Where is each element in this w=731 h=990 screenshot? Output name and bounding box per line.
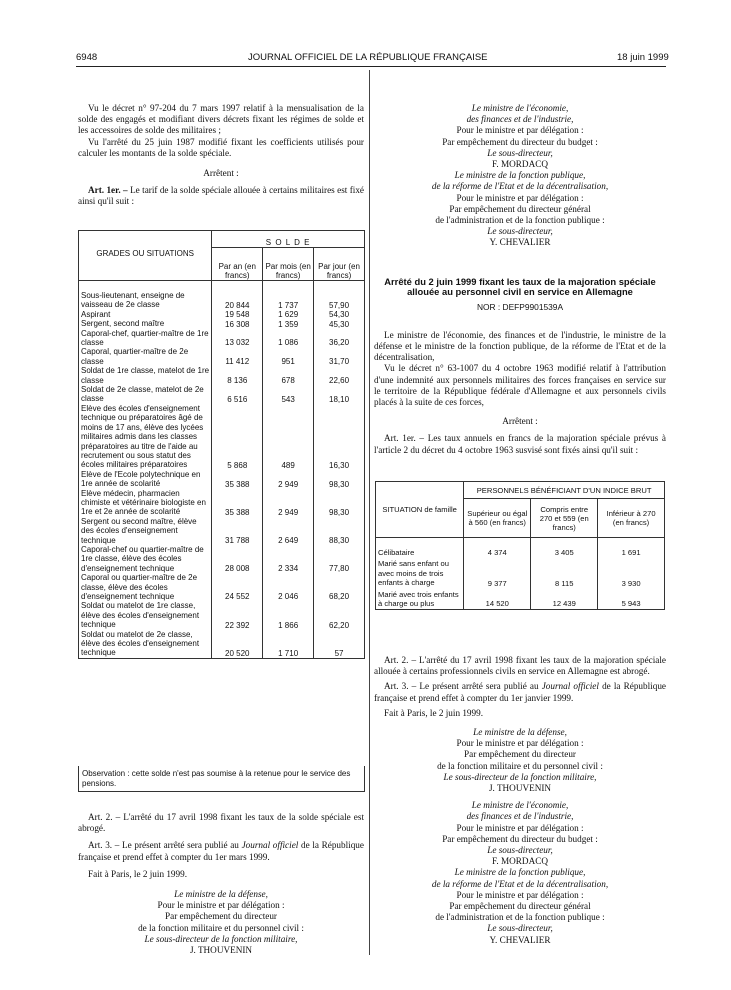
cell-c: 1 691: [598, 538, 665, 559]
table-row: [79, 517, 365, 545]
row-label: Soldat ou matelot de 1re classe, élève des écoles d'enseignement technique: [79, 601, 212, 629]
sig-line: Par empêchement du directeur: [464, 749, 576, 760]
row-label: Elève de l'Ecole polytechnique en 1re année de scolarité: [79, 470, 212, 489]
col-grades-header: GRADES OU SITUATIONS: [79, 231, 212, 281]
cell-mois: 2 949: [263, 470, 314, 489]
row-label: Soldat de 2e classe, matelot de 2e classe: [79, 385, 212, 404]
cell-mois: 2 649: [263, 517, 314, 545]
arretent-left: Arrêtent :: [203, 168, 239, 179]
cell-mois: 1 866: [263, 601, 314, 629]
sig-line: Le sous-directeur de la fonction militaire,: [144, 933, 298, 944]
right-column-bottom: [374, 655, 666, 946]
cell-mois: 1 629: [263, 310, 314, 319]
cell-jour: 31,70: [314, 347, 365, 366]
cell-an: 35 388: [212, 489, 263, 517]
sig-line: Le sous-directeur de la fonction militaire,: [443, 771, 597, 782]
sig-line: de la fonction militaire et du personnel civil :: [138, 922, 304, 933]
sig-name: Y. CHEVALIER: [489, 237, 551, 248]
table-row: [79, 545, 365, 573]
sig-line: des finances et de l'industrie,: [466, 114, 574, 125]
cell-mois: 2 334: [263, 545, 314, 573]
art3-left-a: Art. 3. – Le présent arrêté sera publié au: [88, 840, 242, 851]
row-label: Célibataire: [376, 538, 464, 559]
cell-jour: 62,20: [314, 601, 365, 629]
cell-an: 6 516: [212, 385, 263, 404]
row-label: Sergent ou second maître, élève des écoles d'enseignement technique: [79, 517, 212, 545]
cell-jour: 54,30: [314, 310, 365, 319]
sig-line: Le ministre de la défense,: [473, 727, 567, 738]
art3-left-jo: Journal officiel: [241, 840, 299, 851]
row-label: Aspirant: [79, 310, 212, 319]
table-row: [79, 470, 365, 489]
cell-an: 8 136: [212, 366, 263, 385]
row-label: Marié avec trois enfants à charge ou plus: [376, 589, 464, 610]
table-row: [79, 366, 365, 385]
sig-line: de la réforme de l'Etat et de la décentralisation,: [431, 181, 609, 192]
row-label: Marié sans enfant ou avec moins de trois enfants à charge: [376, 558, 464, 588]
table-row: [79, 630, 365, 659]
cell-jour: 45,30: [314, 319, 365, 328]
row-label: Sergent, second maître: [79, 319, 212, 328]
right-column: [374, 103, 666, 456]
table-row: [376, 589, 665, 610]
decree-title: Arrêté du 2 juin 1999 fixant les taux de la majoration spéciale allouée au personnel civil en service en Allemagne: [384, 275, 656, 298]
header-rule: [76, 66, 666, 67]
vu-paragraph-right: Vu le décret n° 63-1007 du 4 octobre 1963 modifié relatif à l'attribution d'une indemnité aux personnels militaires des forces françaises en service sur le territoire de la République fédérale d'Allemagne et aux personnels civils placés à la suite de ces forces,: [374, 363, 666, 408]
row-label: Caporal ou quartier-maître de 2e classe, élève des écoles d'enseignement technique: [79, 573, 212, 601]
cell-mois: 489: [263, 404, 314, 470]
sig-line: Le sous-directeur,: [487, 845, 553, 856]
solde-table: [78, 230, 365, 659]
signature-left: [78, 889, 364, 956]
cell-jour: 36,20: [314, 329, 365, 348]
cell-c: 3 930: [598, 558, 665, 588]
col-solde-header: S O L D E: [212, 231, 365, 248]
cell-c: 5 943: [598, 589, 665, 610]
cell-mois: 1 359: [263, 319, 314, 328]
sig-line: de l'administration et de la fonction publique :: [435, 215, 605, 226]
art3-left-b: de la République française et prend effet à compter du 1er mars 1999.: [78, 840, 364, 862]
cell-mois: 678: [263, 366, 314, 385]
table-row: [79, 347, 365, 366]
cell-an: 13 032: [212, 329, 263, 348]
vu-paragraph-2: Vu l'arrêté du 25 juin 1987 modifié fixant les coefficients utilisés pour calculer les montants de la solde spéciale.: [78, 136, 364, 158]
sig-line: Le sous-directeur,: [487, 923, 553, 934]
cell-a: 9 377: [464, 558, 531, 588]
row-label: Caporal-chef, quartier-maître de 1re classe: [79, 329, 212, 348]
fait-left: Fait à Paris, le 2 juin 1999.: [88, 868, 188, 879]
signature-right-top: [374, 103, 666, 249]
cell-mois: 951: [263, 347, 314, 366]
issue-date: 18 juin 1999: [617, 52, 669, 63]
row-label: Sous-lieutenant, enseigne de vaisseau de 2e classe: [79, 281, 212, 310]
cell-a: 14 520: [464, 589, 531, 610]
col-b-header: Compris entre 270 et 559 (en francs): [531, 499, 598, 538]
sig-line: de la réforme de l'Etat et de la décentralisation,: [431, 878, 609, 889]
cell-jour: 98,30: [314, 489, 365, 517]
sig-line: Par empêchement du directeur: [165, 911, 277, 922]
row-label: Elève des écoles d'enseignement technique ou préparatoires âgé de moins de 17 ans, élève des lycées militaires admis dans les classes préparatoires au titre de l'aide au recrutement ou sous statut des écoles militaires préparatoires: [79, 404, 212, 470]
sig-line: Le sous-directeur,: [487, 147, 553, 158]
cell-jour: 98,30: [314, 470, 365, 489]
col-an-header: Par an (en francs): [212, 248, 263, 281]
journal-title: JOURNAL OFFICIEL DE LA RÉPUBLIQUE FRANÇAISE: [248, 52, 488, 63]
cell-an: 20 844: [212, 281, 263, 310]
sig-line: Pour le ministre et par délégation :: [456, 889, 584, 900]
row-label: Soldat ou matelot de 2e classe, élève des écoles d'enseignement technique: [79, 630, 212, 659]
table-row: [79, 281, 365, 310]
sig-line: Le ministre de la défense,: [174, 889, 268, 900]
cell-an: 11 412: [212, 347, 263, 366]
sig-line: Le sous-directeur,: [487, 226, 553, 237]
cell-an: 22 392: [212, 601, 263, 629]
left-column-bottom: [78, 812, 364, 956]
cell-mois: 1 086: [263, 329, 314, 348]
col-c-header: Inférieur à 270 (en francs): [598, 499, 665, 538]
row-label: Caporal, quartier-maître de 2e classe: [79, 347, 212, 366]
table-row: [79, 329, 365, 348]
cell-a: 4 374: [464, 538, 531, 559]
cell-b: 3 405: [531, 538, 598, 559]
table-row: [79, 319, 365, 328]
cell-an: 24 552: [212, 573, 263, 601]
cell-jour: 16,30: [314, 404, 365, 470]
cell-an: 16 308: [212, 319, 263, 328]
sig-line: Le ministre de l'économie,: [471, 800, 569, 811]
cell-mois: 543: [263, 385, 314, 404]
sig-line: Le ministre de l'économie,: [471, 103, 569, 113]
table-row: [376, 538, 665, 559]
solde-table-body: [79, 281, 365, 659]
fait-right: Fait à Paris, le 2 juin 1999.: [384, 707, 484, 718]
cell-an: 31 788: [212, 517, 263, 545]
cell-jour: 18,10: [314, 385, 365, 404]
cell-mois: 1 710: [263, 630, 314, 659]
sig-line: Le ministre de la fonction publique,: [454, 170, 586, 181]
sig-line: Par empêchement du directeur général: [449, 901, 591, 912]
sig-line: de l'administration et de la fonction publique :: [435, 912, 605, 923]
cell-an: 19 548: [212, 310, 263, 319]
page-number: 6948: [76, 52, 98, 63]
cell-an: 20 520: [212, 630, 263, 659]
row-label: Caporal-chef ou quartier-maître de 1re classe, élève des écoles d'enseignement technique: [79, 545, 212, 573]
sig-name: J. THOUVENIN: [189, 945, 253, 956]
sig-line: Par empêchement du directeur du budget :: [442, 833, 598, 844]
cell-b: 8 115: [531, 558, 598, 588]
left-column: [78, 103, 364, 208]
table-row: [79, 404, 365, 470]
col-jour-header: Par jour (en francs): [314, 248, 365, 281]
table-row: [79, 573, 365, 601]
cell-jour: 22,60: [314, 366, 365, 385]
art3-right-b: de la République française et prend effet à compter du 1er janvier 1999.: [374, 681, 666, 703]
cell-an: 28 008: [212, 545, 263, 573]
art3-right-a: Art. 3. – Le présent arrêté sera publié au: [384, 681, 542, 692]
sig-line: Pour le ministre et par délégation :: [456, 738, 584, 749]
intro-paragraph: Le ministre de l'économie, des finances et de l'industrie, le ministre de la défense et le ministre de la fonction publique, de la réforme de l'Etat et de la décentralisation,: [374, 329, 666, 363]
art1-right: Art. 1er. – Les taux annuels en francs de la majoration spéciale prévus à l'article 2 du décret du 4 octobre 1963 susvisé sont fixés ainsi qu'il suit :: [374, 433, 666, 455]
cell-mois: 1 737: [263, 281, 314, 310]
cell-jour: 57: [314, 630, 365, 659]
sig-name: F. MORDACQ: [492, 159, 548, 170]
col-situation-header: SITUATION de famille: [376, 482, 464, 538]
table-row: [79, 601, 365, 629]
cell-jour: 57,90: [314, 281, 365, 310]
sig-line: Pour le ministre et par délégation :: [157, 900, 285, 911]
table-row: [79, 310, 365, 319]
cell-an: 5 868: [212, 404, 263, 470]
vu-paragraph-1: Vu le décret n° 97-204 du 7 mars 1997 relatif à la mensualisation de la solde des engagés et modifiant divers décrets fixant les régimes de solde et les accessoires de solde des militaires ;: [78, 103, 364, 136]
sig-line: Pour le ministre et par délégation :: [456, 125, 584, 136]
sig-line: Pour le ministre et par délégation :: [456, 822, 584, 833]
art1-left-text: Le tarif de la solde spéciale allouée à certains militaires est fixé ainsi qu'il suit :: [78, 185, 365, 207]
sig-line: des finances et de l'industrie,: [466, 811, 574, 822]
cell-jour: 68,20: [314, 573, 365, 601]
col-a-header: Supérieur ou égal à 560 (en francs): [464, 499, 531, 538]
cell-mois: 2 949: [263, 489, 314, 517]
nor-reference: NOR : DEFP9901539A: [476, 301, 564, 312]
art1-left-label: Art. 1er. –: [88, 185, 128, 196]
cell-an: 35 388: [212, 470, 263, 489]
majoration-table: [375, 481, 665, 610]
sig-name: F. MORDACQ: [492, 856, 548, 867]
table-row: [376, 558, 665, 588]
cell-jour: 77,80: [314, 545, 365, 573]
sig-name: J. THOUVENIN: [488, 783, 552, 794]
art3-left: [78, 840, 364, 862]
sig-line: Le ministre de la fonction publique,: [454, 867, 586, 878]
cell-mois: 2 046: [263, 573, 314, 601]
col-group-header: PERSONNELS BÉNÉFICIANT D'UN INDICE BRUT: [464, 482, 665, 499]
col-mois-header: Par mois (en francs): [263, 248, 314, 281]
art2-left: Art. 2. – L'arrêté du 17 avril 1998 fixant les taux de la solde spéciale est abrogé.: [78, 812, 364, 834]
table-row: [79, 489, 365, 517]
cell-jour: 88,30: [314, 517, 365, 545]
sig-line: de la fonction militaire et du personnel civil :: [437, 760, 603, 771]
sig-line: Pour le ministre et par délégation :: [456, 192, 584, 203]
row-label: Elève médecin, pharmacien chimiste et vétérinaire biologiste en 1re et 2e année de scolarité: [79, 489, 212, 517]
art3-right: [374, 681, 666, 703]
signature-right-bottom: [374, 727, 666, 946]
majoration-table-body: [376, 538, 665, 610]
row-label: Soldat de 1re classe, matelot de 1re classe: [79, 366, 212, 385]
arretent-right: Arrêtent :: [502, 416, 538, 427]
observation-note: Observation : cette solde n'est pas soumise à la retenue pour le service des pensions.: [78, 766, 365, 792]
art1-left: [78, 185, 364, 207]
cell-b: 12 439: [531, 589, 598, 610]
art3-right-jo: Journal officiel: [541, 681, 599, 692]
art2-right: Art. 2. – L'arrêté du 17 avril 1998 fixant les taux de la majoration spéciale allouée à certains professionnels civils en service en Allemagne est abrogé.: [374, 655, 666, 677]
table-row: [79, 385, 365, 404]
sig-name: Y. CHEVALIER: [489, 934, 551, 945]
column-divider: [369, 70, 370, 955]
sig-line: Par empêchement du directeur du budget :: [442, 136, 598, 147]
sig-line: Par empêchement du directeur général: [449, 203, 591, 214]
